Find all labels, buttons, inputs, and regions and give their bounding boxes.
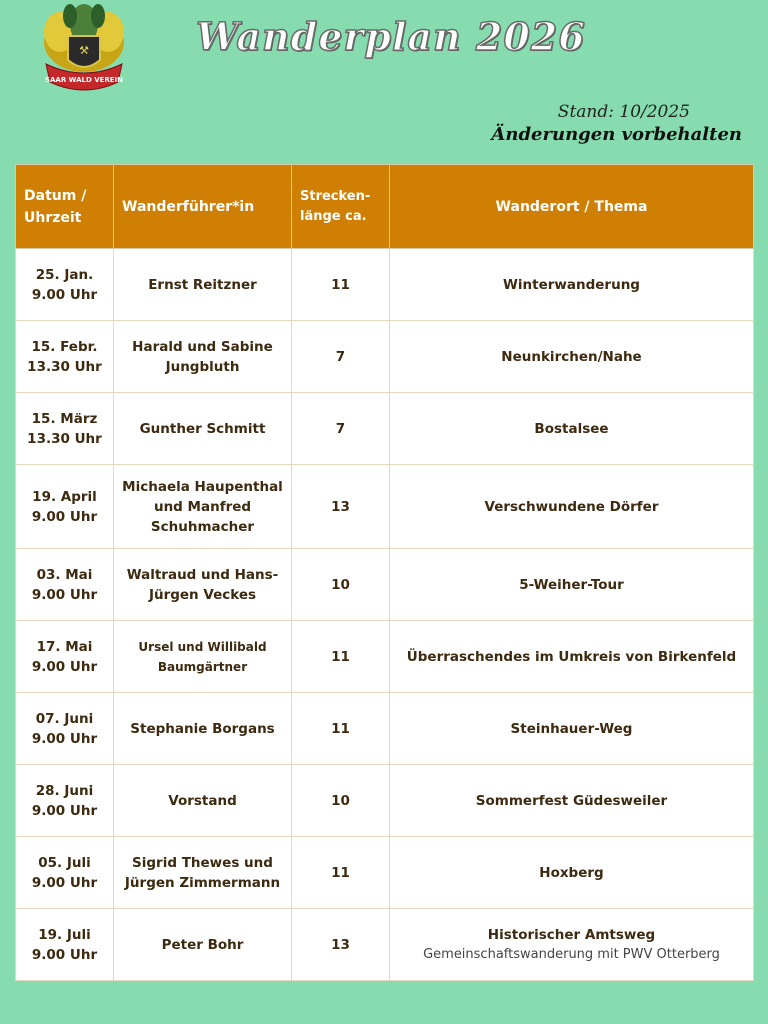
place-cell: Sommerfest Güdesweiler: [390, 765, 754, 837]
date-cell: 07. Juni 9.00 Uhr: [16, 693, 114, 765]
table-row: [16, 465, 754, 549]
guide-cell: Ursel und Willibald Baumgärtner: [114, 621, 292, 693]
column-header-place: Wanderort / Thema: [390, 165, 754, 249]
guide-cell: Michaela Haupenthal und Manfred Schuhmacher: [114, 465, 292, 549]
svg-text:⚒: ⚒: [79, 44, 89, 57]
length-cell: 10: [292, 765, 390, 837]
date-cell: 15. Febr. 13.30 Uhr: [16, 321, 114, 393]
table-row: [16, 621, 754, 693]
date-cell: 15. März 13.30 Uhr: [16, 393, 114, 465]
date-cell: 19. Juli 9.00 Uhr: [16, 909, 114, 981]
place-cell: Verschwundene Dörfer: [390, 465, 754, 549]
date-cell: 03. Mai 9.00 Uhr: [16, 549, 114, 621]
changes-reserved-note: Änderungen vorbehalten: [491, 124, 742, 145]
guide-cell: Waltraud und Hans- Jürgen Veckes: [114, 549, 292, 621]
length-cell: 11: [292, 693, 390, 765]
guide-cell: Stephanie Borgans: [114, 693, 292, 765]
place-cell: 5-Weiher-Tour: [390, 549, 754, 621]
date-cell: 28. Juni 9.00 Uhr: [16, 765, 114, 837]
guide-cell: Gunther Schmitt: [114, 393, 292, 465]
place-cell: Überraschendes im Umkreis von Birkenfeld: [390, 621, 754, 693]
guide-cell: Peter Bohr: [114, 909, 292, 981]
table-row: [16, 321, 754, 393]
place-cell: Bostalsee: [390, 393, 754, 465]
guide-cell: Vorstand: [114, 765, 292, 837]
page-title: Wanderplan 2026: [196, 14, 586, 59]
svg-text:SAAR WALD VEREIN: SAAR WALD VEREIN: [44, 76, 124, 84]
table-header-row: [16, 165, 754, 249]
length-cell: 13: [292, 909, 390, 981]
club-logo: [38, 2, 130, 98]
length-cell: 10: [292, 549, 390, 621]
guide-cell: Sigrid Thewes und Jürgen Zimmermann: [114, 837, 292, 909]
place-cell: Winterwanderung: [390, 249, 754, 321]
place-title: Historischer Amtsweg: [487, 926, 656, 943]
date-cell: 25. Jan. 9.00 Uhr: [16, 249, 114, 321]
length-cell: 7: [292, 393, 390, 465]
stand-date: Stand: 10/2025: [557, 102, 690, 122]
date-cell: 17. Mai 9.00 Uhr: [16, 621, 114, 693]
table-row: [16, 837, 754, 909]
place-cell: Hoxberg: [390, 837, 754, 909]
place-cell: Steinhauer-Weg: [390, 693, 754, 765]
guide-cell: Harald und Sabine Jungbluth: [114, 321, 292, 393]
guide-cell: Ernst Reitzner: [114, 249, 292, 321]
place-cell: Neunkirchen/Nahe: [390, 321, 754, 393]
saarwaldverein-crest-icon: [38, 2, 130, 98]
date-cell: 05. Juli 9.00 Uhr: [16, 837, 114, 909]
hiking-schedule-table: [15, 164, 754, 981]
table-row: [16, 393, 754, 465]
column-header-date: Datum / Uhrzeit: [16, 165, 114, 249]
length-cell: 11: [292, 837, 390, 909]
table-row: [16, 765, 754, 837]
column-header-guide: Wanderführer*in: [114, 165, 292, 249]
length-cell: 11: [292, 621, 390, 693]
length-cell: 13: [292, 465, 390, 549]
length-cell: 11: [292, 249, 390, 321]
table-row: [16, 909, 754, 981]
date-cell: 19. April 9.00 Uhr: [16, 465, 114, 549]
column-header-length: Strecken- länge ca.: [292, 165, 390, 249]
length-cell: 7: [292, 321, 390, 393]
table-row: [16, 249, 754, 321]
place-cell: [390, 909, 754, 981]
table-row: [16, 549, 754, 621]
place-subtitle: Gemeinschaftswanderung mit PWV Otterberg: [423, 946, 720, 962]
table-row: [16, 693, 754, 765]
